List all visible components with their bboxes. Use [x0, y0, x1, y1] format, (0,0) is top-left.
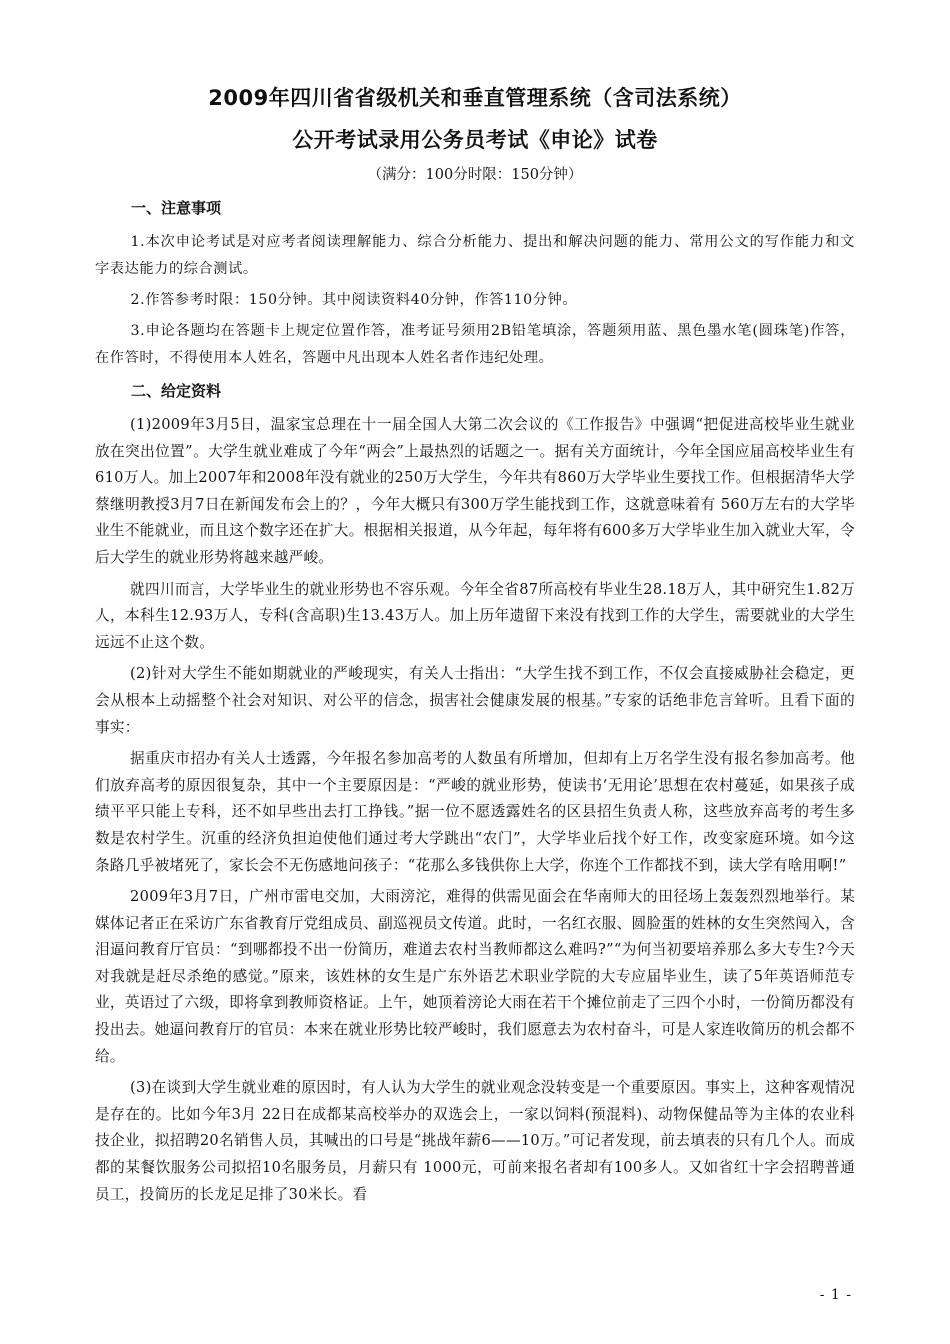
material-paragraph-5: 2009年3月7日，广州市雷电交加，大雨滂沱，难得的供需见面会在华南师大的田径场上轰轰烈烈地举行。某媒体记者正在采访广东省教育厅党组成员、副巡视员文传道。此时，一名红衣服、圆脸蛋的姓林的女生突然闯入，含泪逼问教育厅官员：“到哪都投不出一份简历，难道去农村当教师都这么难吗?”“为何当初要培养那么多大专生?今天对我就是赶尽杀绝的感觉。”原来，该姓林的女生是广东外语艺术职业学院的大专应届毕业生，读了5年英语师范专业，英语过了六级，即将拿到教师资格证。上午，她顶着滂论大雨在若干个摊位前走了三四个小时，一份简历都没有投出去。她逼问教育厅的官员：本来在就业形势比较严峻时，我们愿意去为农村奋斗，可是人家连收简历的机会都不给。: [95, 888, 855, 1065]
section-heading-materials: 二、给定资料: [131, 382, 222, 400]
material-paragraph-6: (3)在谈到大学生就业难的原因时，有人认为大学生的就业观念没转变是一个重要原因。事实上，这种客观情况是存在的。比如今年3月 22日在成都某高校举办的双选会上，一家以饲料(预混料)、动物保健品等为主体的农业科技企业，拟招聘20名销售人员，其喊出的口号是“挑战年薪6——10万。”可记者发现，前去填表的只有几个人。而成都的某餐饮服务公司拟招10名服务员，月薪只有 1000元，可前来报名者却有100多人。又如省红十字会招聘普通员工，投简历的长龙足足排了30米长。看: [95, 1079, 855, 1203]
document-title-line2: 公开考试录用公务员考试《申论》试卷: [292, 128, 658, 152]
material-paragraph-1: (1)2009年3月5日，温家宝总理在十一届全国人大第二次会议的《工作报告》中强调“把促进高校毕业生就业放在突出位置”。大学生就业难成了今年“两会”上最热烈的话题之一。据有关方面统计，今年全国应届高校毕业生有610万人。加上2007年和2008年没有就业的250万大学生，今年共有860万大学毕业生要找工作。但根据清华大学蔡继明教授3月7日在新闻发布会上的？，今年大概只有300万学生能找到工作，这就意味着有 560万左右的大学毕业生不能就业，而且这个数字还在扩大。根据相关报道，从今年起，每年将有600多万大学毕业生加入就业大军，令后大学生的就业形势将越来越严峻。: [95, 416, 855, 566]
page-number: - 1 -: [819, 1287, 852, 1303]
exam-info: （满分：100分时限：150分钟）: [367, 167, 583, 183]
notice-item-3: 3.申论各题均在答题卡上规定位置作答，准考证号须用2B铅笔填涂，答题须用蓝、黑色墨水笔(圆珠笔)作答，在作答时，不得使用本人姓名，答题中凡出现本人姓名者作违纪处理。: [95, 323, 855, 366]
document-body: [95, 195, 855, 1213]
section-heading-notice: 一、注意事项: [131, 199, 222, 217]
notice-item-2: 2.作答参考时限：150分钟。其中阅读资料40分钟，作答110分钟。: [130, 292, 578, 308]
material-paragraph-3: (2)针对大学生不能如期就业的严峻现实，有关人士指出：“大学生找不到工作，不仅会直接威胁社会稳定，更会从根本上动摇整个社会对知识、对公平的信念，损害社会健康发展的根基。”专家的话绝非危言耸听。且看下面的事实：: [95, 665, 855, 736]
document-title-line1: 2009年四川省省级机关和垂直管理系统（含司法系统）: [208, 86, 742, 110]
material-paragraph-4: 据重庆市招办有关人士透露，今年报名参加高考的人数虽有所增加，但却有上万名学生没有报名参加高考。他们放弃高考的原因很复杂，其中一个主要原因是：“严峻的就业形势，使读书‘无用论’思想在农村蔓延，如果孩子成绩平平只能上专科，还不如早些出去打工挣钱。”据一位不愿透露姓名的区县招生负责人称，这些放弃高考的考生多数是农村学生。沉重的经济负担迫使他们通过考大学跳出“农门”，大学毕业后找个好工作，改变家庭环境。如今这条路几乎被堵死了，家长会不无伤感地问孩子：“花那么多钱供你上大学，你连个工作都找不到，读大学有啥用啊!”: [95, 750, 855, 874]
notice-item-1: 1.本次申论考试是对应考者阅读理解能力、综合分析能力、提出和解决问题的能力、常用公文的写作能力和文字表达能力的综合测试。: [95, 234, 855, 277]
material-paragraph-2: 就四川而言，大学毕业生的就业形势也不容乐观。今年全省87所高校有毕业生28.18万人，其中研究生1.82万人，本科生12.93万人，专科(含高职)生13.43万人。加上历年遗留下来没有找到工作的大学生，需要就业的大学生远远不止这个数。: [95, 580, 855, 651]
